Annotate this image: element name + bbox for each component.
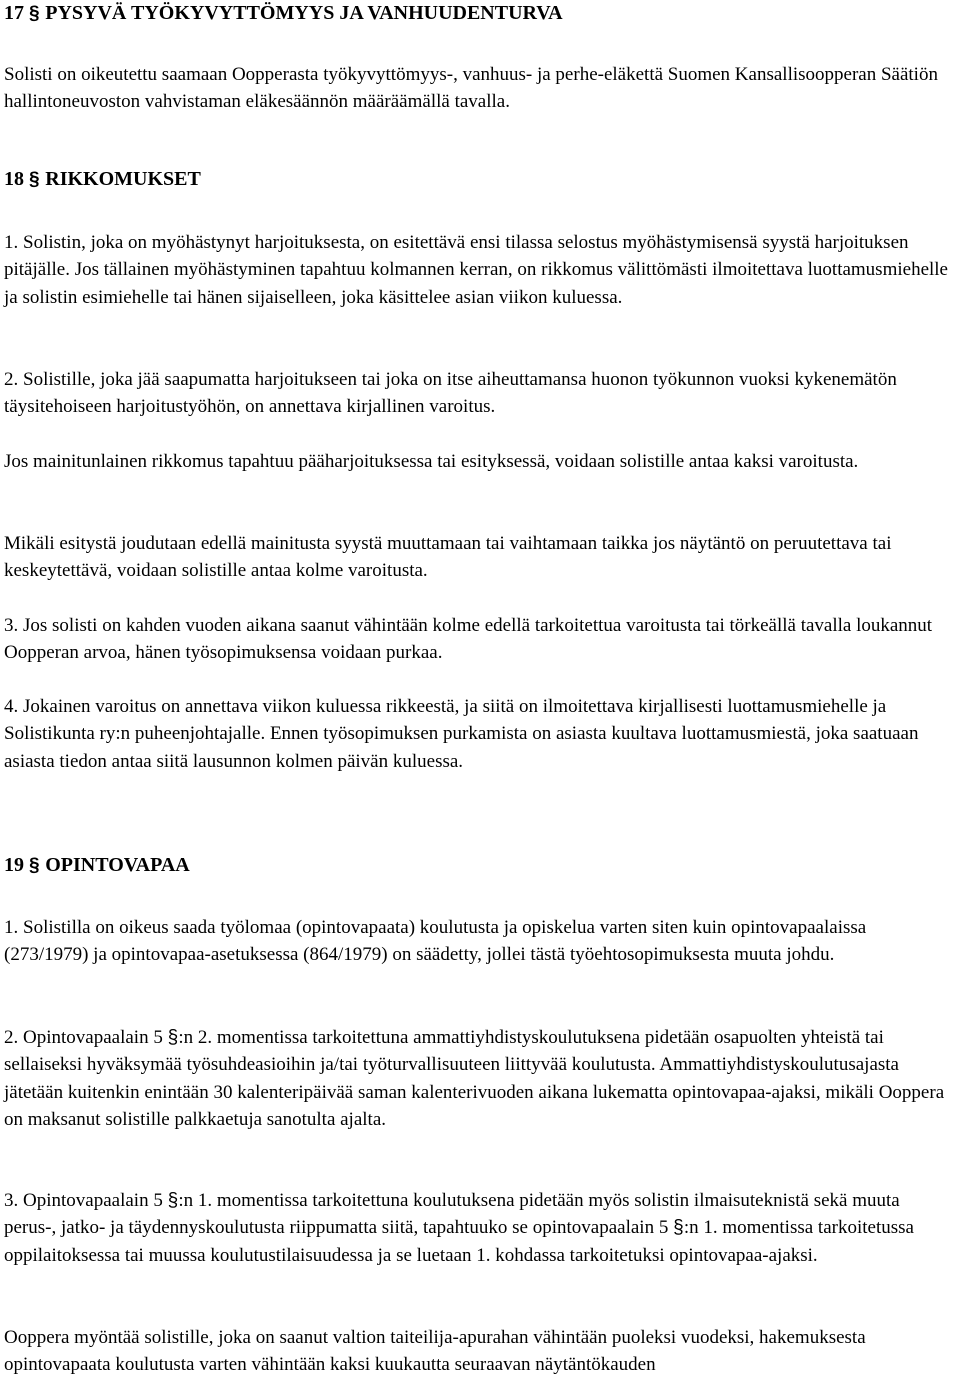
section-number: 17 [4, 2, 29, 24]
section-sign-icon: § [29, 169, 46, 190]
section-17-paragraph-1: Solisti on oikeutettu saamaan Oopperasta työkyvyttömyys-, vanhuus- ja perhe-eläkettä Suomen Kansallisoopperan Säätiön hallintoneuvoston vahvistaman eläkesäännön määräämällä tavalla. [4, 64, 938, 113]
section-19-paragraph-3: 3. Opintovapaalain 5 §:n 1. momentissa tarkoitettuna koulutuksena pidetään myös solistin ilmaisuteknistä sekä muuta perus-, jatko- ja täydennyskoulutusta riippumatta siitä, tapahtuuko se opintovapaalain 5 §:n 1. momentissa tarkoitetussa oppilaitoksessa tai muussa koulutustilaisuudessa ja se luetaan 1. kohdassa tarkoitetuksi opintovapaa-ajaksi. [4, 1190, 914, 1266]
section-sign-icon: § [167, 1027, 179, 1048]
section-sign-icon: § [167, 1190, 179, 1211]
section-19-title [4, 854, 190, 876]
section-19-paragraph-1: 1. Solistilla on oikeus saada työlomaa (opintovapaata) koulutusta ja opiskelua varten siten kuin opintovapaalaissa (273/1979) ja opintovapaa-asetuksessa (864/1979) on säädetty, jollei tästä työehtosopimuksesta muuta johdu. [4, 917, 867, 966]
section-19-paragraph-4: Ooppera myöntää solistille, joka on saanut valtion taiteilija-apurahan vähintään puoleksi vuodeksi, hakemuksesta opintovapaata koulutusta varten vähintään kaksi kuukautta seuraavan näytäntökauden [4, 1327, 866, 1376]
section-18-paragraph-1: 1. Solistin, joka on myöhästynyt harjoituksesta, on esitettävä ensi tilassa selostus myöhästymisensä syystä harjoituksen pitäjälle. Jos tällainen myöhästyminen tapahtuu kolmannen kerran, on rikkomus välittömästi ilmoitettava luottamusmiehelle ja solistin esimiehelle tai hänen sijaiselleen, joka käsittelee asian viikon kuluessa. [4, 232, 948, 308]
section-sign-icon: § [29, 855, 46, 876]
section-sign-icon: § [673, 1217, 684, 1239]
section-18-title [4, 168, 201, 190]
section-18-paragraph-3: Jos mainitunlainen rikkomus tapahtuu pääharjoituksessa tai esityksessä, voidaan solistille antaa kaksi varoitusta. [4, 451, 859, 472]
section-name: OPINTOVAPAA [45, 854, 190, 876]
section-18-heading [4, 166, 954, 193]
section-number: 18 [4, 168, 29, 190]
section-18-paragraph-4: Mikäli esitystä joudutaan edellä mainitusta syystä muuttamaan tai vaihtamaan taikka jos näytäntö on peruutettava tai keskeytettävä, voidaan solistille antaa kolme varoitusta. [4, 533, 892, 582]
section-18-paragraph-2: 2. Solistille, joka jää saapumatta harjoitukseen tai joka on itse aiheuttamansa huonon työkunnon vuoksi kykenemätön täysitehoiseen harjoitustyöhön, on annettava kirjallinen varoitus. [4, 369, 897, 418]
section-19-heading [4, 852, 954, 879]
section-19-paragraph-2: 2. Opintovapaalain 5 §:n 2. momentissa tarkoitettuna ammattiyhdistyskoulutuksena pidetään osapuolten yhteistä tai sellaiseksi hyväksymää työsuhdeasioihin ja/tai työturvallisuuteen liittyvää koulutusta. Ammattiyhdistyskoulutusajasta jätetään kuitenkin enintään 30 kalenteripäivää saman kalenterivuoden aikana lukematta opintovapaa-ajaksi, mikäli Ooppera on maksanut solistille palkkaetuja sanotulta ajalta. [4, 1027, 945, 1131]
section-18-paragraph-6: 4. Jokainen varoitus on annettava viikon kuluessa rikkeestä, ja siitä on ilmoitettava kirjallisesti luottamusmiehelle ja Solistikunta ry:n puheenjohtajalle. Ennen työsopimuksen purkamista on asiasta kuultava luottamusmiestä, joka saatuaan asiasta tiedon antaa siitä lausunnon kolmen päivän kuluessa. [4, 696, 919, 772]
section-name: PYSYVÄ TYÖKYVYTTÖMYYS JA VANHUUDENTURVA [45, 2, 563, 24]
section-17-title [4, 2, 563, 24]
section-sign-icon: § [29, 3, 46, 24]
section-18-paragraph-5: 3. Jos solisti on kahden vuoden aikana saanut vähintään kolme edellä tarkoitettua varoitusta tai törkeällä tavalla loukannut Oopperan arvoa, hänen työsopimuksensa voidaan purkaa. [4, 615, 933, 664]
section-17-heading [4, 0, 954, 27]
section-number: 19 [4, 854, 29, 876]
section-name: RIKKOMUKSET [45, 168, 201, 190]
